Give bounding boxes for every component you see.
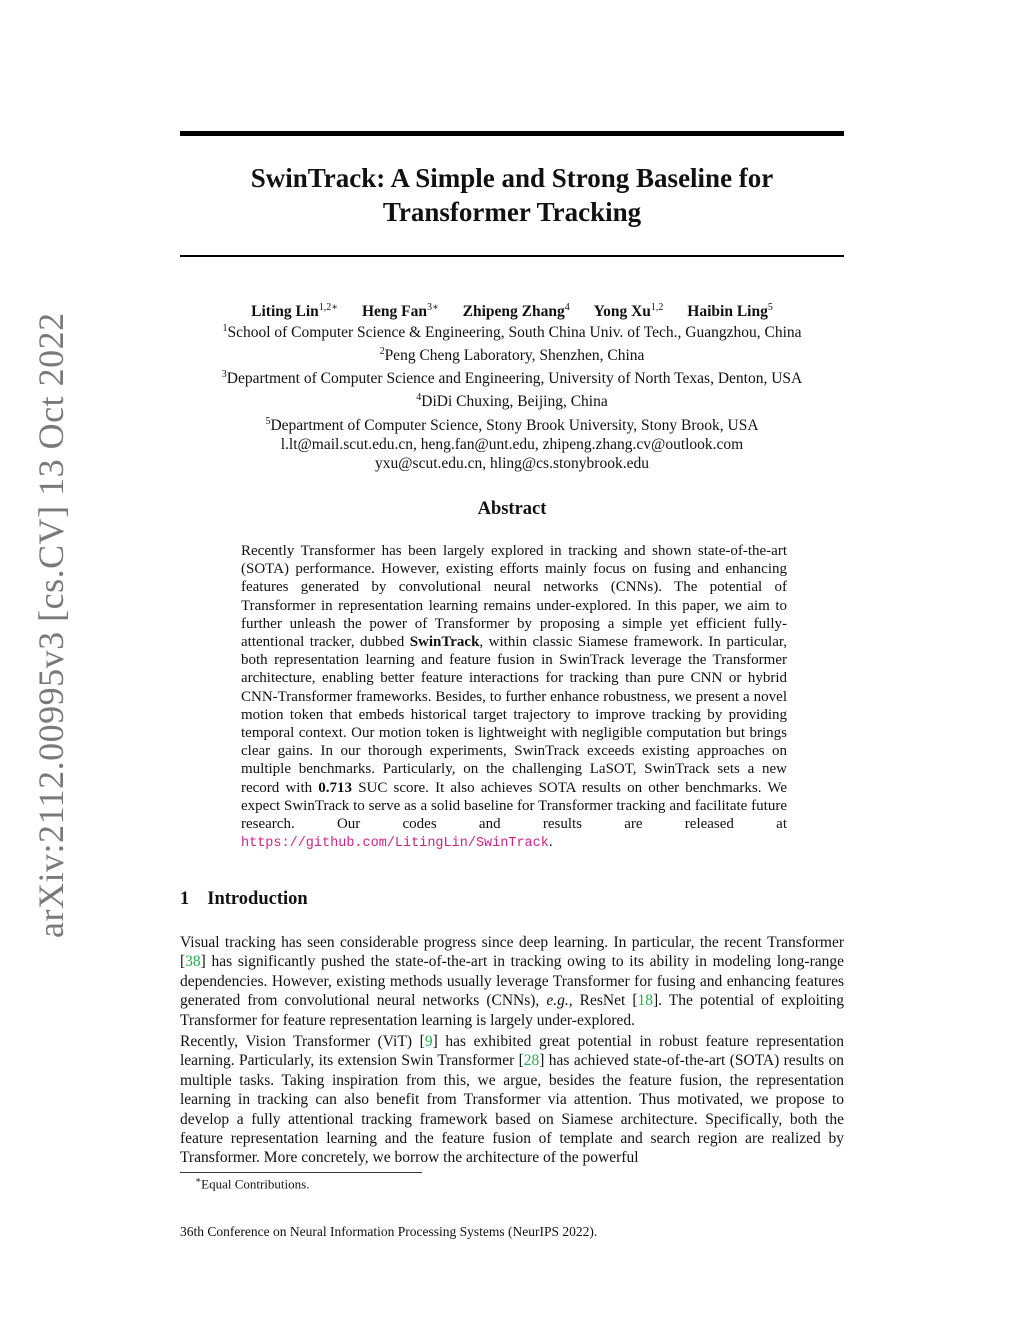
citation-link[interactable]: 9 xyxy=(424,1033,433,1050)
suc-score: 0.713 xyxy=(318,779,353,796)
email-line: yxu@scut.edu.cn, hling@cs.stonybrook.edu xyxy=(375,454,649,472)
author: Heng Fan$^{3∗}$ xyxy=(361,302,439,321)
section-number: 1 xyxy=(180,889,190,909)
affiliation: $^1$School of Computer Science & Engineering, South China Univ. of Tech., Guangzhou, China xyxy=(222,323,802,342)
abstract-heading: Abstract xyxy=(477,499,547,519)
footnote: ∗Equal Contributions. xyxy=(195,1175,310,1192)
code-link[interactable]: https://github.com/LitingLin/SwinTrack xyxy=(241,836,549,852)
intro-paragraph-2: Recently, Vision Transformer (ViT) [9] has exhibited great potential in robust feature representation learning. Particularly, its extension Swin Transformer [28] has achieved state-of-the-art (SOTA) results on multiple tasks. Taking inspiration from this, we argue, besides the feature fusion, the representation learning in tracking can also benefit from Transformer via attention. Thus motivated, we propose to develop a fully attentional tracking framework based on Siamese architecture. Specifically, both the feature representation learning and the feature fusion of template and search region are realized by Transformer. More concretely, we borrow the architecture of the powerful xyxy=(180,1033,844,1167)
citation-link[interactable]: 18 xyxy=(637,992,653,1010)
citation-link[interactable]: 28 xyxy=(523,1052,540,1070)
venue-line: 36th Conference on Neural Information Processing Systems (NeurIPS 2022). xyxy=(180,1224,598,1239)
footnote-rule xyxy=(180,1172,422,1173)
affiliation: $^4$DiDi Chuxing, Beijing, China xyxy=(416,392,608,411)
email-line: l.lt@mail.scut.edu.cn, heng.fan@unt.edu, zhipeng.zhang.cv@outlook.com xyxy=(280,435,744,453)
affiliation: $^2$Peng Cheng Laboratory, Shenzhen, China xyxy=(379,346,645,365)
title-bottom-rule xyxy=(180,255,844,257)
title-line-1: SwinTrack: A Simple and Strong Baseline for xyxy=(250,163,774,193)
affiliation: $^3$Department of Computer Science and Engineering, University of North Texas, Denton, USA xyxy=(221,369,803,388)
section-title: Introduction xyxy=(207,889,308,909)
method-name: SwinTrack xyxy=(409,634,480,651)
intro-paragraph-1: Visual tracking has seen considerable progress since deep learning. In particular, the recent Transformer [38] has significantly pushed the state-of-the-art in tracking owing to its ability in modeling long-range dependencies. However, existing methods usually leverage Transformer for fusing and enhancing features generated from convolutional neural networks (CNNs), e.g., ResNet [18]. The potential of exploiting Transformer for feature representation learning is largely under-explored. xyxy=(180,934,844,1029)
section-heading-introduction xyxy=(180,889,308,910)
title-line-2: Transformer Tracking xyxy=(382,197,642,227)
author: Yong Xu$^{1,2}$ xyxy=(593,302,664,321)
paper-title xyxy=(180,161,844,229)
citation-link[interactable]: 38 xyxy=(185,953,201,971)
affiliation-block xyxy=(160,319,864,473)
arxiv-identifier-stamp: arXiv:2112.00995v3 [cs.CV] 13 Oct 2022 xyxy=(31,312,71,938)
abstract-body: Recently Transformer has been largely explored in tracking and shown state-of-the-art (SOTA) performance. However, existing efforts mainly focus on fusing and enhancing features generated by convolutional neural networks (CNNs). The potential of Transformer in representation learning remains under-explored. In this paper, we aim to further unleash the power of Transformer by proposing a simple yet efficient fully-attentional tracker, dubbed SwinTrack, within classic Siamese framework. In particular, both representation learning and feature fusion in SwinTrack leverage the Transformer architecture, enabling better feature interactions for tracking than pure CNN or hybrid CNN-Transformer frameworks. Besides, to further enhance robustness, we present a novel motion token that embeds historical target trajectory to improve tracking by providing temporal context. Our motion token is lightweight with negligible computation but brings clear gains. In our thorough experiments, SwinTrack exceeds existing approaches on multiple benchmarks. Particularly, on the challenging LaSOT, SwinTrack sets a new record with 0.713 SUC score. It also achieves SOTA results on other benchmarks. We expect SwinTrack to serve as a solid baseline for Transformer tracking and facilitate future research. Our codes and results are released at https://github.com/LitingLin/SwinTrack. xyxy=(241,543,788,852)
title-top-rule xyxy=(180,131,844,136)
author: Liting Lin$^{1,2∗}$ xyxy=(251,302,339,321)
affiliation: $^5$Department of Computer Science, Stony Brook University, Stony Brook, USA xyxy=(265,415,759,434)
author: Haibin Ling$^5$ xyxy=(687,302,773,321)
author: Zhipeng Zhang$^4$ xyxy=(462,302,570,321)
